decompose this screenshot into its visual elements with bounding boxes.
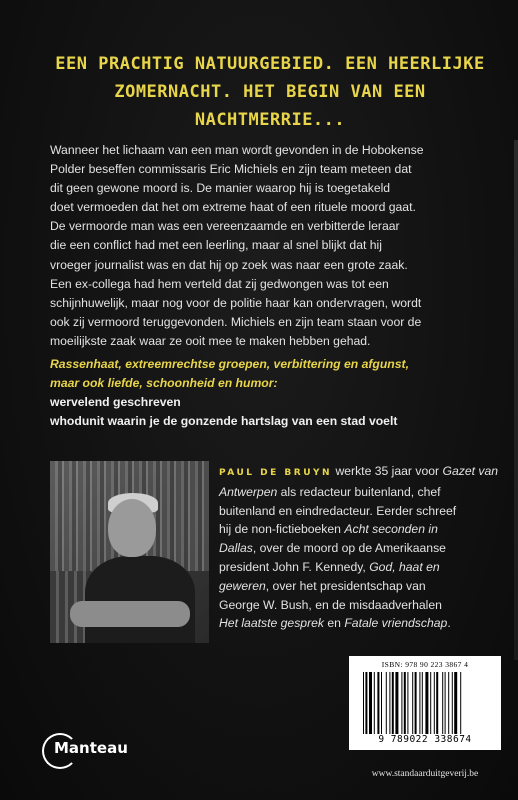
bio-line	[219, 483, 499, 502]
author-first-name: PAUL	[219, 468, 255, 478]
barcode-number: 9 789022 338674	[378, 734, 472, 745]
barcode-bar	[389, 672, 390, 734]
publisher-logo	[42, 731, 132, 767]
barcode-bar	[430, 672, 431, 734]
bio-line	[219, 558, 499, 577]
author-body	[85, 556, 195, 643]
bio-title: Het laatste gesprek	[219, 616, 325, 631]
barcode-bar	[422, 672, 423, 734]
synopsis-line: moeilijkste zaak waar ze ooit mee te maken hebben gehad.	[50, 333, 371, 348]
author-last-name: DE BRUYN	[260, 468, 333, 478]
author-head	[108, 499, 156, 557]
bio-text: , over het presidentschap van	[265, 578, 426, 593]
bio-text: .	[447, 616, 451, 631]
bio-text: , over de moord op de Amerikaanse	[252, 541, 446, 556]
barcode-bar	[452, 672, 453, 734]
barcode	[349, 656, 501, 750]
barcode-bar	[386, 672, 387, 734]
barcode-bar	[442, 672, 443, 734]
bio-text: president John F. Kennedy,	[219, 559, 370, 574]
barcode-bar	[415, 672, 417, 734]
barcode-bar	[419, 672, 420, 734]
isbn-label: ISBN: 978 90 223 3867 4	[381, 660, 469, 669]
bio-title: Gazet van	[442, 464, 499, 478]
synopsis-line: doet vermoeden dat het om extreme haat of een rituele moord gaat.	[50, 200, 416, 215]
author-bio	[219, 462, 499, 633]
bio-title: Antwerpen	[219, 484, 278, 499]
barcode-bar	[454, 672, 457, 734]
barcode-bar	[425, 672, 428, 734]
barcode-bar	[460, 672, 461, 734]
bio-text: hij de non-fictieboeken	[219, 522, 345, 537]
bio-title: geweren	[219, 578, 266, 593]
barcode-bar	[407, 672, 408, 734]
barcode-bar	[392, 672, 394, 734]
bio-line: buitenland en eindredacteur. Eerder schreef	[219, 503, 457, 518]
logo-text: Manteau	[54, 739, 128, 757]
bio-line	[219, 577, 499, 596]
synopsis-line: ook zij vermoord teruggevonden. Michiels en zijn team staan voor de	[50, 314, 422, 329]
barcode-bar	[436, 672, 438, 734]
barcode-bar	[377, 672, 379, 734]
bio-line	[219, 614, 499, 633]
author-photo	[50, 461, 209, 643]
barcode-bar	[365, 672, 367, 734]
barcode-bars	[363, 672, 487, 734]
barcode-bar	[395, 672, 398, 734]
synopsis-line: schijnhuwelijk, maar nog voor de politie haar kan ondervragen, wordt	[50, 295, 422, 310]
bio-title: Acht seconden in	[344, 522, 438, 537]
bio-text: als redacteur buitenland, chef	[277, 484, 441, 499]
tagline	[50, 50, 490, 134]
synopsis-line: die een conflict had met een leerling, maar al snel blijkt dat hij	[50, 238, 382, 253]
synopsis-line: dit geen gewone moord is. De manier waarop hij is toegetakeld	[50, 181, 391, 196]
synopsis-line: Een ex-collega had hem verteld dat zij gedwongen was tot een	[50, 276, 389, 291]
synopsis-line: Wanneer het lichaam van een man wordt gevonden in de Hobokense	[50, 143, 424, 157]
barcode-bar	[363, 672, 364, 734]
spine-edge	[514, 140, 518, 660]
synopsis-line: Polder beseffen commissaris Eric Michiels en zijn team meteen dat	[50, 162, 412, 177]
hook-text	[50, 355, 490, 431]
barcode-bar	[448, 672, 449, 734]
barcode-bar	[381, 672, 382, 734]
barcode-bar	[412, 672, 413, 734]
hook-line-2-emphasis: maar ook liefde, schoonheid en humor:	[50, 376, 278, 390]
barcode-bar	[434, 672, 435, 734]
bio-line	[219, 539, 499, 558]
tagline-line-2: ZOMERNACHT. HET BEGIN VAN EEN NACHTMERRIE...	[114, 82, 426, 130]
hook-line-2	[50, 374, 490, 412]
bio-line	[219, 462, 499, 483]
bio-title: Dallas	[219, 541, 253, 556]
tagline-line-1: EEN PRACHTIG NATUURGEBIED. EEN HEERLIJKE	[55, 54, 485, 74]
synopsis	[50, 141, 482, 351]
author-arms	[70, 601, 190, 627]
publisher-website: www.standaarduitgeverij.be	[371, 769, 479, 779]
barcode-bar	[374, 672, 375, 734]
barcode-bar	[401, 672, 402, 734]
bio-title: God, haat en	[369, 559, 440, 574]
hook-line-2-rest: wervelend geschreven	[50, 395, 181, 409]
bio-title: Fatale vriendschap	[344, 616, 448, 631]
synopsis-line: vroeger journalist was en dat hij op zoek was naar een grote zaak.	[50, 257, 408, 272]
barcode-bar	[404, 672, 406, 734]
hook-line-1: Rassenhaat, extreemrechtse groepen, verbittering en afgunst,	[50, 357, 409, 371]
bio-line: George W. Bush, en de misdaadverhalen	[219, 597, 442, 612]
synopsis-line: De vermoorde man was een vereenzaamde en verbitterde leraar	[50, 219, 400, 234]
hook-line-3: whodunit waarin je de gonzende hartslag van een stad voelt	[50, 414, 398, 428]
bio-line	[219, 520, 499, 539]
bio-text: en	[324, 616, 345, 631]
barcode-bar	[445, 672, 446, 734]
bio-text: werkte 35 jaar voor	[332, 464, 443, 478]
barcode-bar	[369, 672, 372, 734]
